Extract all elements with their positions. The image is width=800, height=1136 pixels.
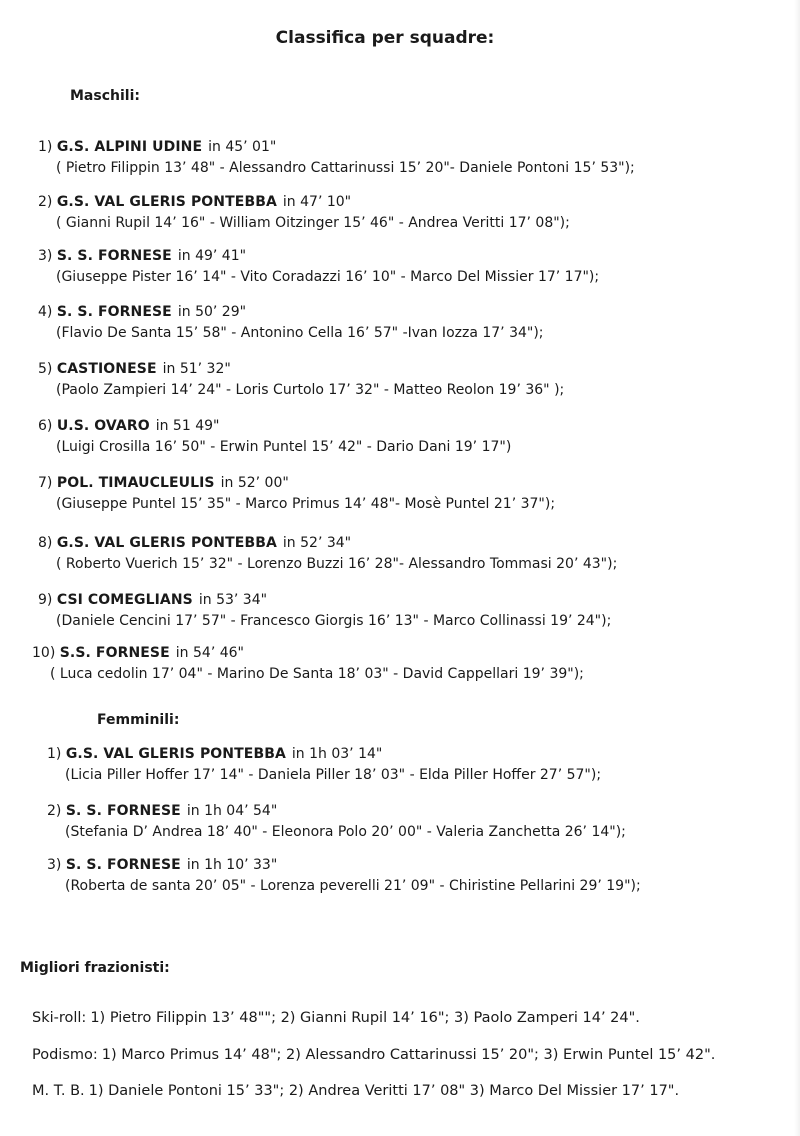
team-total-time: in 49’ 41" xyxy=(177,248,247,264)
team-members: (Roberta de santa 20’ 05" - Lorenza peverelli 21’ 09" - Chiristine Pellarini 29’ 19"); xyxy=(65,878,641,894)
team-members: (Giuseppe Pister 16’ 14" - Vito Coradazzi 16’ 10" - Marco Del Missier 17’ 17"); xyxy=(56,269,600,285)
team-entry xyxy=(38,416,511,458)
team-header-line xyxy=(32,643,584,664)
frazionisti-discipline: Ski-roll: xyxy=(32,1010,87,1026)
frazionisti-row xyxy=(32,1010,640,1026)
team-entry xyxy=(38,192,570,234)
team-header-line xyxy=(38,590,611,611)
team-total-time: in 47’ 10" xyxy=(282,194,352,210)
team-entry xyxy=(38,302,544,344)
team-members: ( Luca cedolin 17’ 04" - Marino De Santa 18’ 03" - David Cappellari 19’ 39"); xyxy=(50,666,584,682)
team-header-line xyxy=(38,246,599,267)
team-header-line xyxy=(38,359,564,380)
team-entry xyxy=(38,473,555,515)
team-entry xyxy=(38,137,635,179)
team-header-line xyxy=(47,855,641,876)
team-rank: 2) xyxy=(47,803,62,819)
frazionisti-row xyxy=(32,1083,679,1099)
team-rank: 4) xyxy=(38,304,53,320)
frazionisti-heading: Migliori frazionisti: xyxy=(20,960,170,976)
team-total-time: in 1h 04’ 54" xyxy=(186,803,278,819)
team-rank: 5) xyxy=(38,361,53,377)
team-name: G.S. VAL GLERIS PONTEBBA xyxy=(56,535,277,551)
team-entry xyxy=(47,744,601,786)
team-members: (Licia Piller Hoffer 17’ 14" - Daniela Piller 18’ 03" - Elda Piller Hoffer 27’ 57"); xyxy=(65,767,602,783)
team-rank: 3) xyxy=(38,248,53,264)
team-members: (Stefania D’ Andrea 18’ 40" - Eleonora Polo 20’ 00" - Valeria Zanchetta 26’ 14"); xyxy=(65,824,626,840)
team-entry xyxy=(38,533,617,575)
team-name: CASTIONESE xyxy=(56,361,157,377)
team-name: S. S. FORNESE xyxy=(65,857,181,873)
team-entry xyxy=(38,246,599,288)
team-members: (Luigi Crosilla 16’ 50" - Erwin Puntel 15’ 42" - Dario Dani 19’ 17") xyxy=(56,439,512,455)
team-total-time: in 51 49" xyxy=(155,418,220,434)
team-entry xyxy=(32,643,584,685)
team-total-time: in 52’ 00" xyxy=(220,475,289,491)
team-name: S. S. FORNESE xyxy=(65,803,181,819)
team-total-time: in 45’ 01" xyxy=(208,139,277,155)
team-name: G.S. ALPINI UDINE xyxy=(56,139,203,155)
frazionisti-row xyxy=(32,1047,715,1063)
team-members: (Paolo Zampieri 14’ 24" - Loris Curtolo 17’ 32" - Matteo Reolon 19’ 36" ); xyxy=(56,382,565,398)
team-total-time: in 50’ 29" xyxy=(177,304,247,320)
team-rank: 8) xyxy=(38,535,53,551)
team-members: (Daniele Cencini 17’ 57" - Francesco Giorgis 16’ 13" - Marco Collinassi 19’ 24"); xyxy=(56,613,612,629)
team-total-time: in 53’ 34" xyxy=(198,592,268,608)
team-rank: 3) xyxy=(47,857,62,873)
team-name: U.S. OVARO xyxy=(56,418,150,434)
team-header-line xyxy=(47,801,626,822)
team-header-line xyxy=(47,744,601,765)
team-entry xyxy=(38,359,564,401)
team-name: CSI COMEGLIANS xyxy=(56,592,193,608)
team-entry xyxy=(47,801,626,843)
team-header-line xyxy=(38,533,617,554)
team-total-time: in 52’ 34" xyxy=(282,535,352,551)
page-edge-shadow xyxy=(794,0,800,1136)
team-members: (Flavio De Santa 15’ 58" - Antonino Cella 16’ 57" -Ivan Iozza 17’ 34"); xyxy=(56,325,544,341)
team-name: G.S. VAL GLERIS PONTEBBA xyxy=(65,746,286,762)
frazionisti-results: 1) Marco Primus 14’ 48"; 2) Alessandro Cattarinussi 15’ 20"; 3) Erwin Puntel 15’ 42". xyxy=(101,1047,716,1063)
frazionisti-results: 1) Pietro Filippin 13’ 48""; 2) Gianni Rupil 14’ 16"; 3) Paolo Zamperi 14’ 24". xyxy=(90,1010,640,1026)
frazionisti-results: 1) Daniele Pontoni 15’ 33"; 2) Andrea Veritti 17’ 08" 3) Marco Del Missier 17’ 17". xyxy=(88,1083,680,1099)
team-rank: 2) xyxy=(38,194,53,210)
team-header-line xyxy=(38,416,511,437)
team-rank: 7) xyxy=(38,475,53,491)
team-total-time: in 1h 03’ 14" xyxy=(291,746,383,762)
team-name: G.S. VAL GLERIS PONTEBBA xyxy=(56,194,277,210)
team-name: S. S. FORNESE xyxy=(56,248,172,264)
team-rank: 10) xyxy=(32,645,56,661)
team-rank: 6) xyxy=(38,418,53,434)
team-total-time: in 51’ 32" xyxy=(162,361,231,377)
team-members: ( Gianni Rupil 14’ 16" - William Oitzinger 15’ 46" - Andrea Veritti 17’ 08"); xyxy=(56,215,570,231)
team-total-time: in 54’ 46" xyxy=(175,645,244,661)
team-members: (Giuseppe Puntel 15’ 35" - Marco Primus 14’ 48"- Mosè Puntel 21’ 37"); xyxy=(56,496,556,512)
team-name: S.S. FORNESE xyxy=(59,645,170,661)
team-entry xyxy=(47,855,641,897)
team-header-line xyxy=(38,473,555,494)
team-rank: 1) xyxy=(47,746,62,762)
team-rank: 1) xyxy=(38,139,53,155)
team-total-time: in 1h 10’ 33" xyxy=(186,857,278,873)
maschili-heading: Maschili: xyxy=(70,88,140,104)
frazionisti-discipline: Podismo: xyxy=(32,1047,98,1063)
team-entry xyxy=(38,590,611,632)
team-members: ( Pietro Filippin 13’ 48" - Alessandro Cattarinussi 15’ 20"- Daniele Pontoni 15’ 53"); xyxy=(56,160,635,176)
page-title: Classifica per squadre: xyxy=(275,28,495,48)
team-members: ( Roberto Vuerich 15’ 32" - Lorenzo Buzzi 16’ 28"- Alessandro Tommasi 20’ 43"); xyxy=(56,556,618,572)
team-rank: 9) xyxy=(38,592,53,608)
team-header-line xyxy=(38,192,570,213)
frazionisti-discipline: M. T. B. xyxy=(32,1083,85,1099)
femminili-heading: Femminili: xyxy=(97,712,180,728)
team-name: POL. TIMAUCLEULIS xyxy=(56,475,215,491)
team-header-line xyxy=(38,137,635,158)
team-name: S. S. FORNESE xyxy=(56,304,172,320)
team-header-line xyxy=(38,302,544,323)
